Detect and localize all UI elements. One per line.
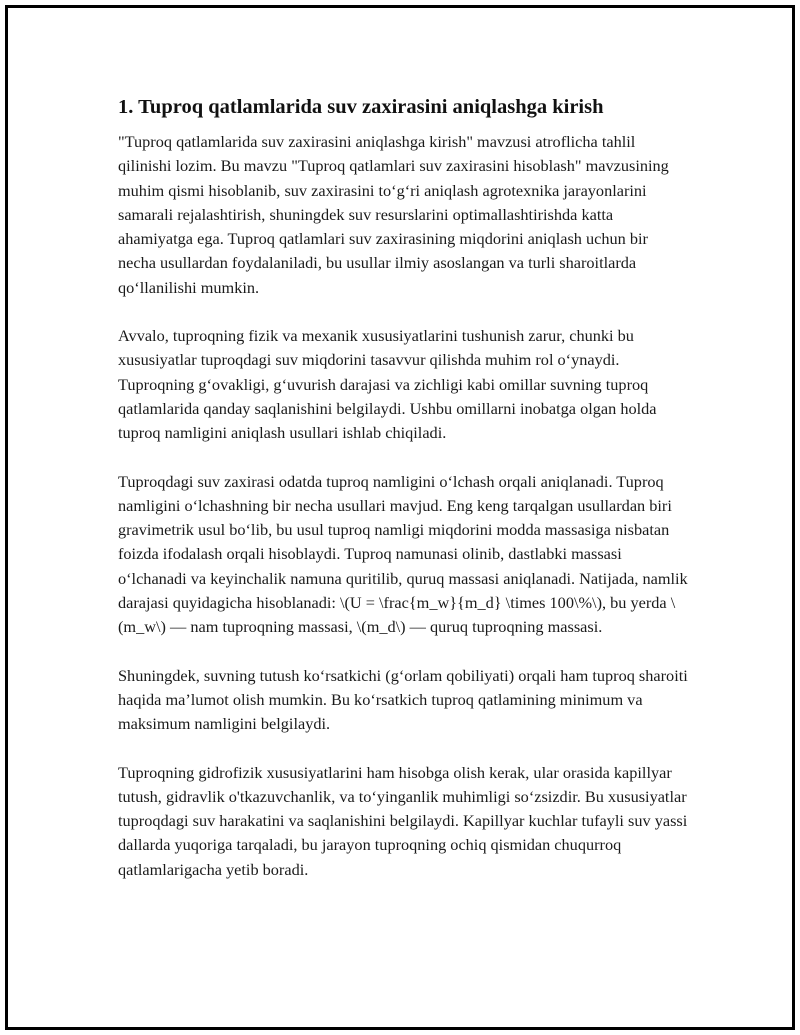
paragraph-4: Shuningdek, suvning tutush ko‘rsatkichi (g‘orlam qobiliyati) orqali ham tuproq sharoiti haqida ma’lumot olish mumkin. Bu ko‘rsatkich tuproq qatlamining minimum va maksimum namligini belgilaydi. [118, 665, 688, 734]
document-body [118, 94, 688, 906]
paragraph-5: Tuproqning gidrofizik xususiyatlarini ham hisobga olish kerak, ular orasida kapillyar tutush, gidravlik o'tkazuvchanlik, va to‘yinganlik muhimligi so‘zsizdir. Bu xususiyatlar tuproqdagi suv harakatini va saqlanishini belgilaydi. Kapillyar kuchlar tufayli suv yassi dallarda yuqoriga tarqaladi, bu jarayon tuproqning ochiq qismidan chuqurroq qatlamlarigacha yetib boradi. [118, 762, 688, 879]
paragraph-2: Avvalo, tuproqning fizik va mexanik xususiyatlarini tushunish zarur, chunki bu xususiyatlar tuproqdagi suv miqdorini tasavvur qilishda muhim rol o‘ynaydi. Tuproqning g‘ovakligi, g‘uvurish darajasi va zichligi kabi omillar suvning tuproq qatlamlarida qanday saqlanishini belgilaydi. Ushbu omillarni inobatga olgan holda tuproq namligini aniqlash usullari ishlab chiqiladi. [118, 326, 657, 443]
section-heading: 1. Tuproq qatlamlarida suv zaxirasini aniqlashga kirish [118, 96, 604, 118]
paragraph-1: "Tuproq qatlamlarida suv zaxirasini aniqlashga kirish" mavzusi atroflicha tahlil qilinishi lozim. Bu mavzu "Tuproq qatlamlari suv zaxirasini hisoblash" mavzusining muhim qismi hisoblanib, suv zaxirasini to‘g‘ri aniqlash agrotexnika jarayonlarini samarali rejalashtirish, shuningdek suv resurslarini optimallashtirishda katta ahamiyatga ega. Tuproq qatlamlari suv zaxirasining miqdorini aniqlash uchun bir necha usullardan foydalaniladi, bu usullar ilmiy asoslangan va turli sharoitlarda qo‘llanilishi mumkin. [118, 132, 669, 297]
paragraph-3: Tuproqdagi suv zaxirasi odatda tuproq namligini o‘lchash orqali aniqlanadi. Tuproq namligini o‘lchashning bir necha usullari mavjud. Eng keng tarqalgan usullardan biri gravimetrik usul bo‘lib, bu usul tuproq namligi miqdorini modda massasiga nisbatan foizda ifodalash orqali hisoblaydi. Tuproq namunasi olinib, dastlabki massasi o‘lchanadi va keyinchalik namuna quritilib, quruq massasi aniqlanadi. Natijada, namlik darajasi quyidagicha hisoblanadi: \(U = \frac{m_w}{m_d} \times 100\%\), bu yerda \(m_w\) — nam tuproqning massasi, \(m_d\) — quruq tuproqning massasi. [118, 471, 688, 637]
